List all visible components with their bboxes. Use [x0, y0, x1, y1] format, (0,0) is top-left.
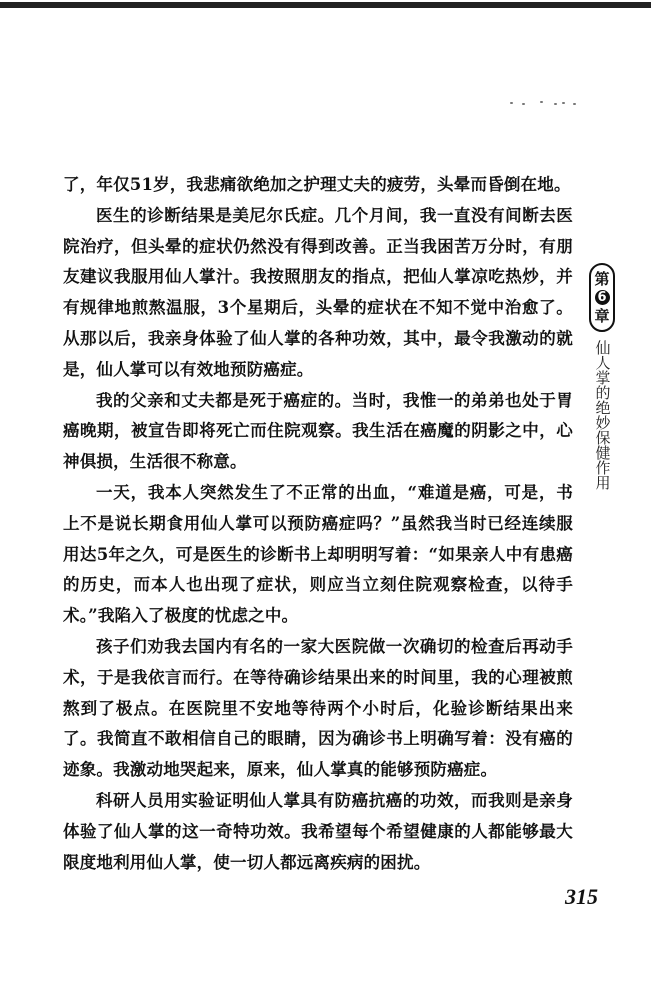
chapter-tab: [585, 263, 619, 490]
chapter-suffix: 章: [594, 307, 610, 325]
chapter-title: 仙人掌的绝妙保健作用: [593, 340, 612, 490]
chapter-number: 6: [595, 290, 610, 305]
body-text: [63, 170, 573, 878]
chapter-prefix: 第: [594, 270, 610, 288]
page-number: 315: [565, 884, 598, 909]
scan-specks: [510, 100, 590, 106]
paragraph-1: 了，年仅51岁，我悲痛欲绝加之护理丈夫的疲劳，头晕而昏倒在地。: [63, 175, 571, 194]
paragraph-2: 医生的诊断结果是美尼尔氏症。几个月间，我一直没有间断去医院治疗，但头晕的症状仍然没有得到改善。正当我困苦万分时，有朋友建议我服用仙人掌汁。我按照朋友的指点，把仙人掌凉吃热炒，并有规律地煎熬温服，3个星期后，头晕的症状在不知不觉中治愈了。从那以后，我亲身体验了仙人掌的各种功效，其中，最令我激动的就是，仙人掌可以有效地预防癌症。: [63, 205, 573, 379]
paragraph-3: 我的父亲和丈夫都是死于癌症的。当时，我惟一的弟弟也处于胃癌晚期，被宣告即将死亡而住院观察。我生活在癌魔的阴影之中，心神俱损，生活很不称意。: [63, 390, 573, 472]
paragraph-6: 科研人员用实验证明仙人掌具有防癌抗癌的功效，而我则是亲身体验了仙人掌的这一奇特功效。我希望每个希望健康的人都能够最大限度地利用仙人掌，使一切人都远离疾病的困扰。: [63, 790, 573, 872]
paragraph-5: 孩子们劝我去国内有名的一家大医院做一次确切的检查后再动手术，于是我依言而行。在等待确诊结果出来的时间里，我的心理被煎熬到了极点。在医院里不安地等待两个小时后，化验诊断结果出来了。我简直不敢相信自己的眼睛，因为确诊书上明确写着：没有癌的迹象。我激动地哭起来，原来，仙人掌真的能够预防癌症。: [63, 636, 573, 780]
paragraph-4: 一天，我本人突然发生了不正常的出血，“难道是癌，可是，书上不是说长期食用仙人掌可以预防癌症吗？”虽然我当时已经连续服用达5年之久，可是医生的诊断书上却明明写着：“如果亲人中有患癌的历史，而本人也出现了症状，则应当立刻住院观察检查，以待手术。”我陷入了极度的忧虑之中。: [63, 482, 573, 626]
chapter-badge: [589, 263, 615, 332]
top-rule: [0, 2, 651, 8]
